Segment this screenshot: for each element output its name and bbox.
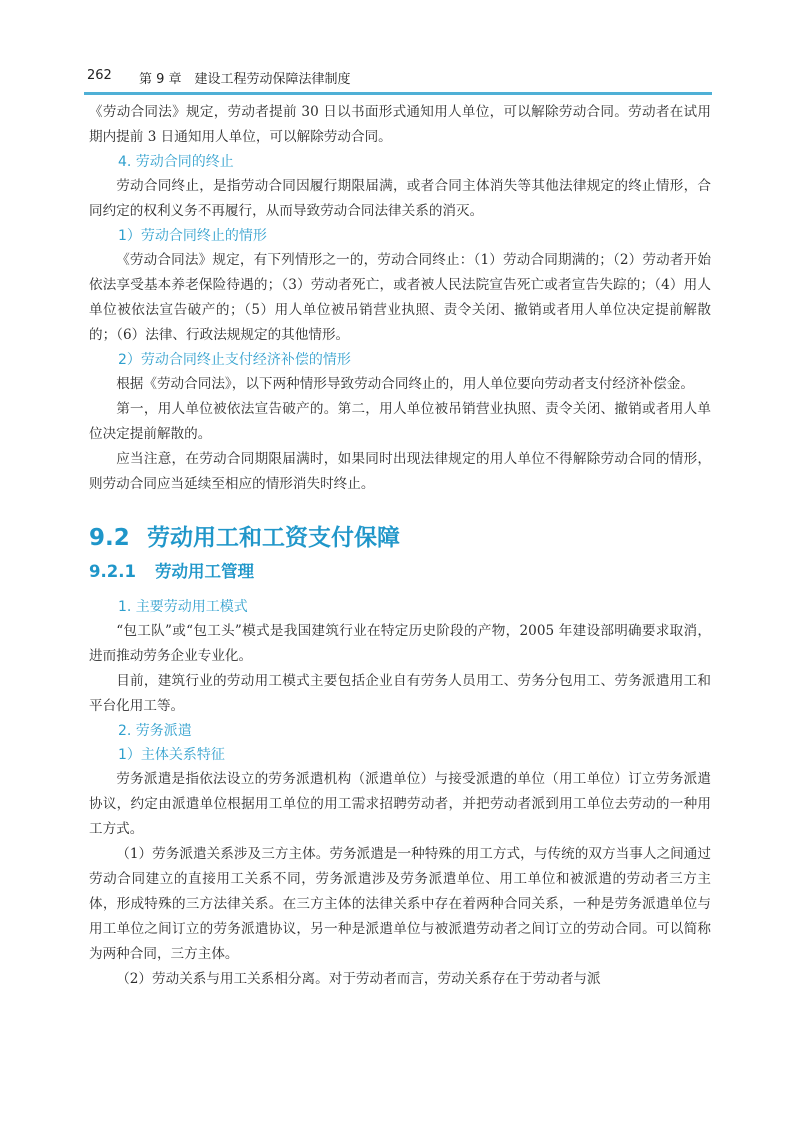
page-number: 262 — [87, 68, 112, 83]
subsection-heading: 1）劳动合同终止的情形 — [118, 228, 267, 244]
subsection-title — [89, 559, 711, 585]
body-paragraph: 《劳动合同法》规定，劳动者提前 30 日以书面形式通知用人单位，可以解除劳动合同。劳动者在试用期内提前 3 日通知用人单位，可以解除劳动合同。 — [89, 104, 711, 145]
heading-number: 9.2 — [89, 525, 130, 551]
section-heading — [89, 523, 711, 553]
chapter-title: 第 9 章 建设工程劳动保障法律制度 — [139, 72, 351, 87]
body-paragraph: 《劳动合同法》规定，有下列情形之一的，劳动合同终止：（1）劳动合同期满的；（2）劳动者开始依法享受基本养老保险待遇的；（3）劳动者死亡，或者被人民法院宣告死亡或者宣告失踪的；（4）用人单位被依法宣告破产的；（5）用人单位被吊销营业执照、责令关闭、撤销或者用人单位决定提前解散的；（6）法律、行政法规规定的其他情形。 — [89, 252, 711, 343]
header-rule — [84, 92, 712, 95]
subsection-heading: 4. 劳动合同的终止 — [118, 154, 234, 170]
heading-text: 劳动用工管理 — [155, 562, 254, 581]
body-paragraph: （1）劳务派遣关系涉及三方主体。劳务派遣是一种特殊的用工方式，与传统的双方当事人之间通过劳动合同建立的直接用工关系不同，劳务派遣涉及劳务派遣单位、用工单位和被派遣的劳动者三方主体，形成特殊的三方法律关系。在三方主体的法律关系中存在着两种合同关系，一种是劳务派遣单位与用工单位之间订立的劳务派遣协议，另一种是派遣单位与被派遣劳动者之间订立的劳动合同。可以简称为两种合同，三方主体。 — [89, 846, 711, 962]
body-paragraph: 劳务派遣是指依法设立的劳务派遣机构（派遣单位）与接受派遣的单位（用工单位）订立劳务派遣协议，约定由派遣单位根据用工单位的用工需求招聘劳动者，并把劳动者派到用工单位去劳动的一种用工方式。 — [89, 771, 711, 837]
heading-number: 9.2.1 — [89, 562, 136, 581]
subsection-heading: 1）主体关系特征 — [118, 747, 225, 763]
body-paragraph: 根据《劳动合同法》，以下两种情形导致劳动合同终止的，用人单位要向劳动者支付经济补偿金。 — [116, 376, 694, 392]
body-paragraph: 应当注意，在劳动合同期限届满时，如果同时出现法律规定的用人单位不得解除劳动合同的情形，则劳动合同应当延续至相应的情形消失时终止。 — [89, 451, 711, 492]
subsection-heading: 1. 主要劳动用工模式 — [118, 599, 248, 615]
subsection-heading: 2）劳动合同终止支付经济补偿的情形 — [118, 352, 351, 368]
body-paragraph: 目前，建筑行业的劳动用工模式主要包括企业自有劳务人员用工、劳务分包用工、劳务派遣用工和平台化用工等。 — [89, 673, 711, 714]
page-body — [89, 100, 711, 992]
page-header — [87, 66, 712, 88]
body-paragraph: 第一，用人单位被依法宣告破产的。第二，用人单位被吊销营业执照、责令关闭、撤销或者用人单位决定提前解散的。 — [89, 401, 711, 442]
body-paragraph: （2）劳动关系与用工关系相分离。对于劳动者而言，劳动关系存在于劳动者与派 — [116, 971, 601, 987]
subsection-heading: 2. 劳务派遣 — [118, 723, 192, 739]
body-paragraph: 劳动合同终止，是指劳动合同因履行期限届满，或者合同主体消失等其他法律规定的终止情形，合同约定的权利义务不再履行，从而导致劳动合同法律关系的消灭。 — [89, 178, 711, 219]
heading-text: 劳动用工和工资支付保障 — [147, 525, 400, 551]
body-paragraph: “包工队”或“包工头”模式是我国建筑行业在特定历史阶段的产物，2005 年建设部明确要求取消，进而推动劳务企业专业化。 — [89, 623, 711, 664]
